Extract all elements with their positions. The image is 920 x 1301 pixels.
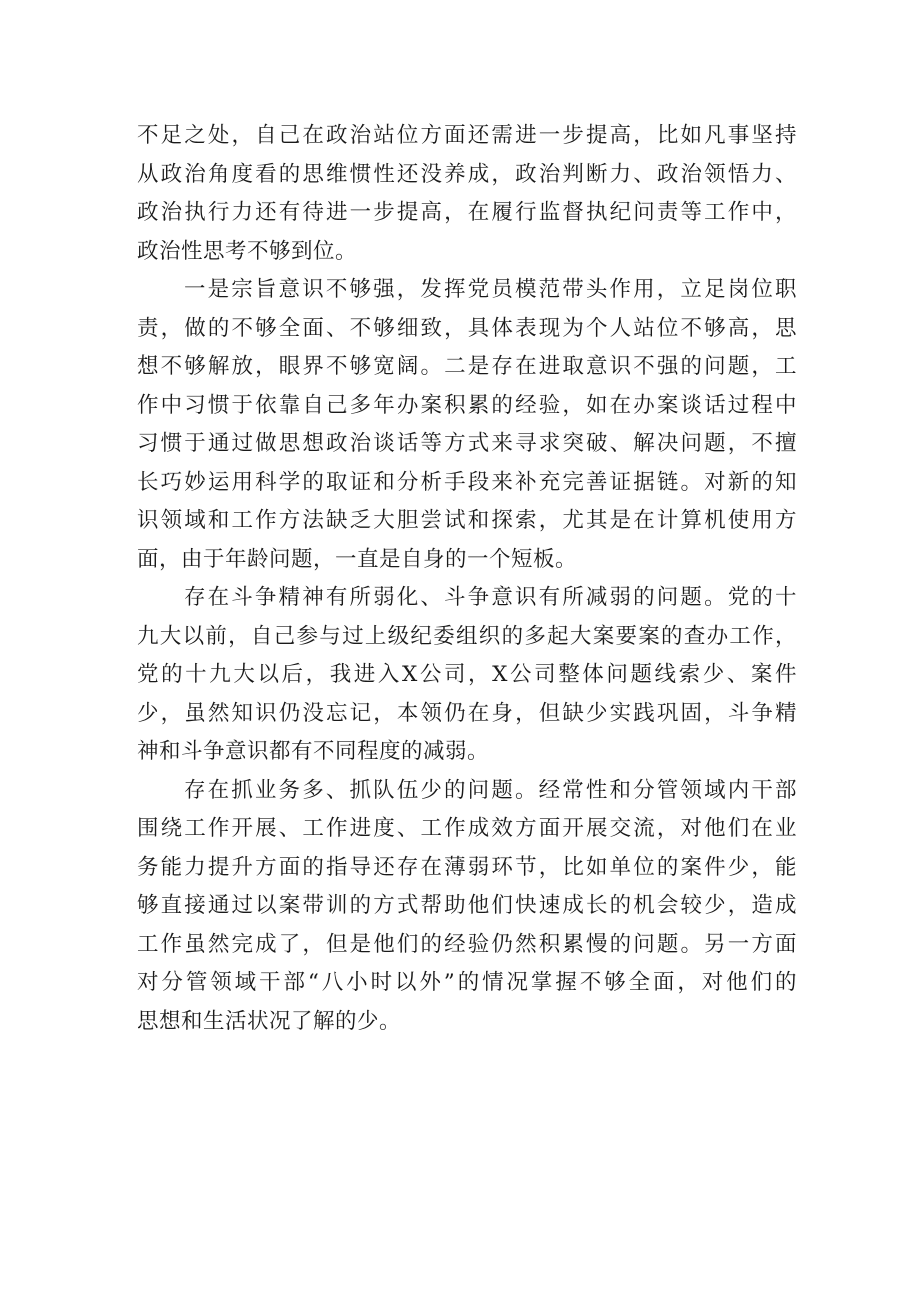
text-line: 不足之处，自己在政治站位方面还需进一步提高，比如凡事坚持 xyxy=(137,123,797,148)
text-line: 务能力提升方面的指导还存在薄弱环节，比如单位的案件少，能 xyxy=(137,854,797,880)
text-line: 责，做的不够全面、不够细致，具体表现为个人站位不够高，思 xyxy=(137,315,797,341)
paragraph-purpose-awareness xyxy=(137,271,797,579)
text-line: 思想和生活状况了解的少。 xyxy=(137,1008,402,1034)
paragraph-struggle-spirit xyxy=(137,579,797,772)
text-line: 长巧妙运用科学的取证和分析手段来补充完善证据链。对新的知 xyxy=(137,469,797,495)
text-line: 工作虽然完成了，但是他们的经验仍然积累慢的问题。另一方面 xyxy=(137,931,797,957)
text-line: 存在斗争精神有所弱化、斗争意识有所减弱的问题。党的十 xyxy=(184,585,797,610)
paragraph-team-building xyxy=(137,772,797,1042)
text-line: 识领域和工作方法缺乏大胆尝试和探索，尤其是在计算机使用方 xyxy=(137,508,797,533)
text-line: 够直接通过以案带训的方式帮助他们快速成长的机会较少，造成 xyxy=(137,893,797,918)
text-line: 政治性思考不够到位。 xyxy=(137,238,358,264)
document-body xyxy=(137,117,797,1041)
text-line: 一是宗旨意识不够强，发挥党员模范带头作用，立足岗位职 xyxy=(184,277,797,302)
text-line: 想不够解放，眼界不够宽阔。二是存在进取意识不强的问题，工 xyxy=(137,354,797,379)
paragraph-political-stance xyxy=(137,117,797,271)
text-line: 面，由于年龄问题，一直是自身的一个短板。 xyxy=(137,546,578,572)
text-line: 九大以前，自己参与过上级纪委组织的多起大案要案的查办工作， xyxy=(137,623,797,649)
text-line: 政治执行力还有待进一步提高，在履行监督执纪问责等工作中， xyxy=(137,200,797,225)
text-line: 从政治角度看的思维惯性还没养成，政治判断力、政治领悟力、 xyxy=(137,161,797,187)
text-line: 围绕工作开展、工作进度、工作成效方面开展交流，对他们在业 xyxy=(137,816,797,841)
text-line: 对分管领域干部“八小时以外”的情况掌握不够全面，对他们的 xyxy=(137,970,797,995)
text-line: 神和斗争意识都有不同程度的减弱。 xyxy=(137,739,490,764)
text-line: 存在抓业务多、抓队伍少的问题。经常性和分管领域内干部 xyxy=(184,777,797,803)
text-line: 习惯于通过做思想政治谈话等方式来寻求突破、解决问题，不擅 xyxy=(137,431,797,456)
text-line: 作中习惯于依靠自己多年办案积累的经验，如在办案谈话过程中 xyxy=(137,392,797,418)
text-line: 少，虽然知识仍没忘记，本领仍在身，但缺少实践巩固，斗争精 xyxy=(137,700,797,726)
text-line: 党的十九大以后，我进入X公司，X公司整体问题线索少、案件 xyxy=(137,662,797,687)
